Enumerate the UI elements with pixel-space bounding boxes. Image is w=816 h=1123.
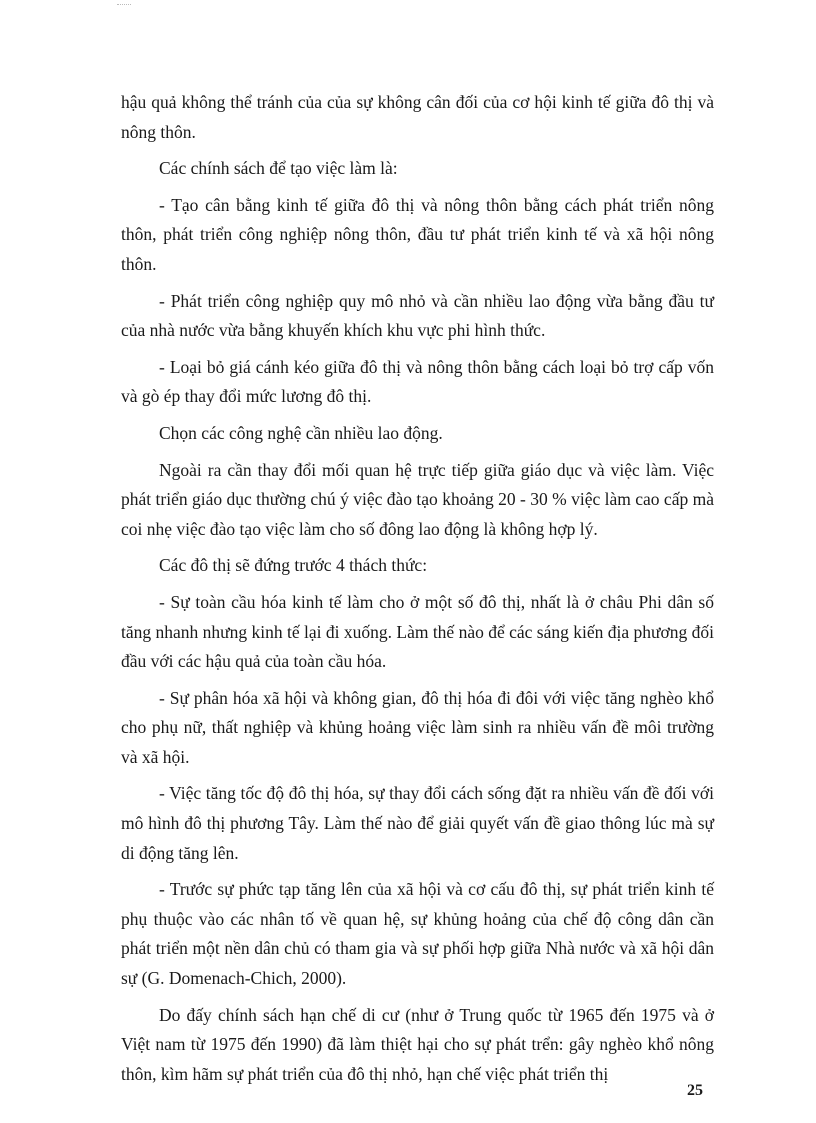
paragraph: - Sự toàn cầu hóa kinh tế làm cho ở một số đô thị, nhất là ở châu Phi dân số tăng nhanh nhưng kinh tế lại đi xuống. Làm thế nào để các sáng kiến địa phương đối đầu với các hậu quả của toàn cầu hóa.	[121, 591, 714, 672]
paragraph: - Sự phân hóa xã hội và không gian, đô thị hóa đi đôi với việc tăng nghèo khổ cho phụ nữ, thất nghiệp và khủng hoảng việc làm sinh ra nhiều vấn đề môi trường và xã hội.	[121, 687, 714, 767]
page-number: 25	[687, 1082, 703, 1099]
paragraph: - Loại bỏ giá cánh kéo giữa đô thị và nông thôn bằng cách loại bỏ trợ cấp vốn và gò ép thay đổi mức lương đô thị.	[121, 356, 714, 407]
paragraph: Ngoài ra cần thay đổi mối quan hệ trực tiếp giữa giáo dục và việc làm. Việc phát triển giáo dục thường chú ý việc đào tạo khoảng 20 - 30 % việc làm cao cấp mà coi nhẹ việc đào tạo việc làm cho số đông lao động là không hợp lý.	[121, 459, 714, 539]
paragraph: Chọn các công nghệ cần nhiều lao động.	[159, 422, 443, 443]
paragraph: - Trước sự phức tạp tăng lên của xã hội và cơ cấu đô thị, sự phát triển kinh tế phụ thuộc vào các nhân tố về quan hệ, sự khủng hoảng của chế độ công dân cần phát triển một nền dân chủ có tham gia và sự phối hợp giữa Nhà nước và xã hội dân sự (G. Domenach-Chich, 2000).	[121, 879, 714, 989]
scan-mark	[117, 0, 131, 5]
paragraph: - Phát triển công nghiệp quy mô nhỏ và cần nhiều lao động vừa bằng đầu tư của nhà nước vừa bằng khuyến khích khu vực phi hình thức.	[121, 290, 714, 341]
paragraph: Các chính sách để tạo việc làm là:	[159, 158, 398, 179]
paragraph: - Việc tăng tốc độ đô thị hóa, sự thay đổi cách sống đặt ra nhiều vấn đề đối với mô hình đô thị phương Tây. Làm thế nào để giải quyết vấn đề giao thông lúc mà sự di động tăng lên.	[121, 783, 714, 863]
paragraph: Do đấy chính sách hạn chế di cư (như ở Trung quốc từ 1965 đến 1975 và ở Việt nam từ 1975 đến 1990) đã làm thiệt hại cho sự phát trển: gây nghèo khổ nông thôn, kìm hãm sự phát triển của đô thị nhỏ, hạn chế việc phát triển thị	[121, 1004, 714, 1084]
paragraph: Các đô thị sẽ đứng trước 4 thách thức:	[159, 555, 428, 576]
paragraph: - Tạo cân bằng kinh tế giữa đô thị và nông thôn bằng cách phát triển nông thôn, phát triển công nghiệp nông thôn, đầu tư phát triển kinh tế và xã hội nông thôn.	[121, 194, 714, 274]
body-text	[121, 88, 714, 1096]
paragraph: hậu quả không thể tránh của của sự không cân đối của cơ hội kinh tế giữa đô thị và nông thôn.	[121, 92, 714, 142]
